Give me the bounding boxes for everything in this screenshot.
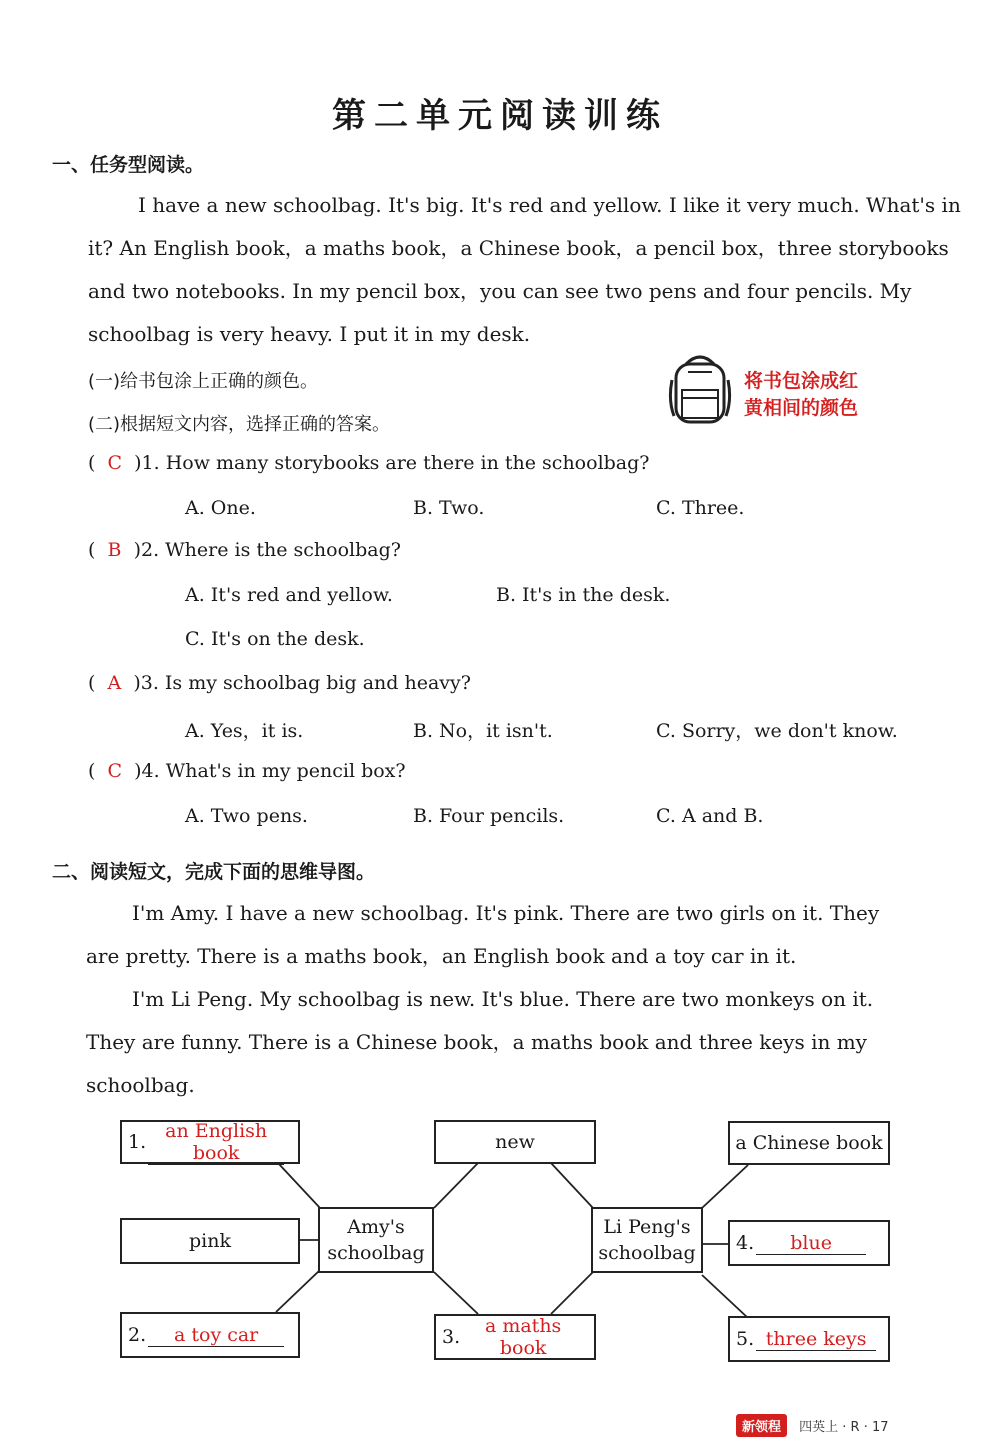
mindmap-box-5	[728, 1316, 890, 1362]
note-line: 将书包涂成红	[744, 370, 859, 392]
passage-line: schoolbag.	[86, 1073, 195, 1097]
amy-schoolbag-hub	[318, 1207, 434, 1273]
blank-number: 4.	[736, 1232, 755, 1254]
passage-line: schoolbag is very heavy. I put it in my desk.	[88, 322, 531, 346]
mindmap-box-2	[120, 1312, 300, 1358]
option-c: C. Three.	[656, 497, 745, 519]
answer-1[interactable]: C	[107, 452, 123, 474]
option-c: C. It's on the desk.	[185, 628, 365, 650]
mindmap-box-1	[120, 1120, 300, 1164]
question-4: ( C )4. What's in my pencil box?	[88, 760, 406, 782]
question-2: ( B )2. Where is the schoolbag?	[88, 539, 401, 561]
part-1-instruction: (一)给书包涂上正确的颜色。	[88, 371, 319, 392]
option-a: A. Two pens.	[185, 805, 308, 827]
passage-line: and two notebooks. In my pencil box，you can see two pens and four pencils. My	[88, 279, 912, 303]
option-a: A. One.	[185, 497, 256, 519]
question-text: )1. How many storybooks are there in the schoolbag?	[134, 452, 650, 474]
passage-line: They are funny. There is a Chinese book，a maths book and three keys in my	[86, 1030, 867, 1054]
blank-answer[interactable]: blue	[756, 1232, 866, 1255]
mindmap-box-chinese-book: a Chinese book	[728, 1121, 890, 1165]
note-line: 黄相间的颜色	[744, 397, 859, 419]
page-code: 四英上 · R · 17	[799, 1420, 889, 1435]
answer-4[interactable]: C	[107, 760, 123, 782]
mindmap-box-pink: pink	[120, 1218, 300, 1264]
brand-logo: 新领程	[736, 1414, 787, 1437]
option-a: A. Yes，it is.	[185, 720, 304, 742]
option-c: C. Sorry，we don't know.	[656, 720, 898, 742]
answer-2[interactable]: B	[107, 539, 122, 561]
passage-line: I'm Li Peng. My schoolbag is new. It's blue. There are two monkeys on it.	[132, 987, 874, 1011]
mindmap-box-3	[434, 1314, 596, 1360]
blank-answer[interactable]: three keys	[756, 1328, 876, 1351]
page-title: 第二单元阅读训练	[332, 96, 668, 136]
passage-line: I'm Amy. I have a new schoolbag. It's pink. There are two girls on it. They	[132, 901, 880, 925]
option-b: B. Four pencils.	[413, 805, 565, 827]
mindmap-box-new: new	[434, 1120, 596, 1164]
blank-number: 2.	[128, 1324, 147, 1346]
question-3: ( A )3. Is my schoolbag big and heavy?	[88, 672, 471, 694]
section-1-heading: 一、任务型阅读。	[52, 154, 205, 176]
option-b: B. It's in the desk.	[496, 584, 671, 606]
blank-answer[interactable]: a toy car	[148, 1324, 284, 1347]
part-2-instruction: (二)根据短文内容，选择正确的答案。	[88, 414, 391, 435]
page-footer	[736, 1414, 889, 1437]
blank-answer[interactable]: a maths book	[462, 1315, 584, 1360]
answer-3[interactable]: A	[107, 672, 122, 694]
option-b: B. No，it isn't.	[413, 720, 553, 742]
question-text: )2. Where is the schoolbag?	[133, 539, 401, 561]
question-text: )3. Is my schoolbag big and heavy?	[133, 672, 471, 694]
option-c: C. A and B.	[656, 805, 764, 827]
option-a: A. It's red and yellow.	[185, 584, 393, 606]
option-b: B. Two.	[413, 497, 485, 519]
question-text: )4. What's in my pencil box?	[134, 760, 406, 782]
hub-line: schoolbag	[327, 1242, 425, 1264]
passage-line: are pretty. There is a maths book，an English book and a toy car in it.	[86, 944, 797, 968]
blank-answer[interactable]: an English book	[148, 1120, 284, 1165]
passage-line: it? An English book，a maths book，a Chinese book，a pencil box，three storybooks	[88, 236, 949, 260]
passage-line: I have a new schoolbag. It's big. It's red and yellow. I like it very much. What's in	[138, 193, 961, 217]
lipeng-schoolbag-hub	[591, 1207, 703, 1273]
question-1: ( C )1. How many storybooks are there in the schoolbag?	[88, 452, 650, 474]
section-2-heading: 二、阅读短文，完成下面的思维导图。	[52, 861, 376, 883]
hub-line: Amy's	[347, 1216, 405, 1238]
blank-number: 3.	[442, 1326, 461, 1348]
blank-number: 1.	[128, 1131, 147, 1153]
hub-line: Li Peng's	[603, 1216, 691, 1238]
mindmap-box-4	[728, 1220, 890, 1266]
hub-line: schoolbag	[598, 1242, 696, 1264]
blank-number: 5.	[736, 1328, 755, 1350]
